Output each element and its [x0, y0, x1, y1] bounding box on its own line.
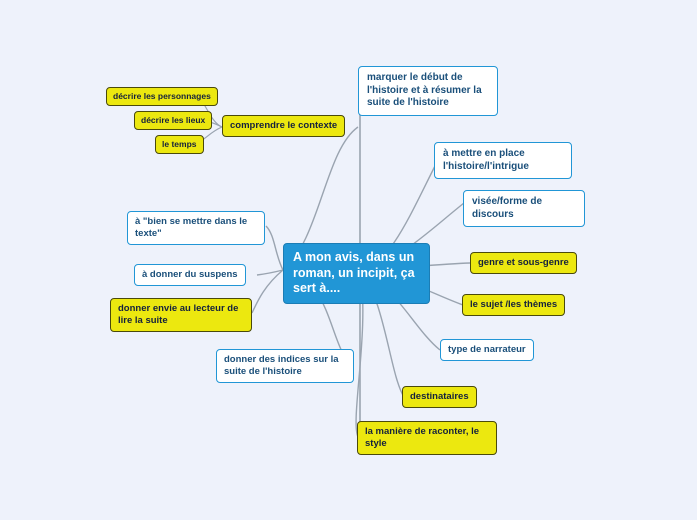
node-mettre-en-place[interactable]: à mettre en place l'histoire/l'intrigue	[434, 142, 572, 179]
node-donner-des-indices[interactable]: donner des indices sur la suite de l'histoire	[216, 349, 354, 383]
node-decrire-les-personnages[interactable]: décrire les personnages	[106, 87, 218, 106]
node-maniere-de-raconter[interactable]: la manière de raconter, le style	[357, 421, 497, 455]
node-marquer-le-debut[interactable]: marquer le début de l'histoire et à résumer la suite de l'histoire	[358, 66, 498, 116]
link-n11	[257, 270, 283, 275]
node-donner-envie[interactable]: donner envie au lecteur de lire la suite	[110, 298, 252, 332]
node-bien-se-mettre-dans-le-texte[interactable]: à "bien se mettre dans le texte"	[127, 211, 265, 245]
node-genre-et-sous-genre[interactable]: genre et sous-genre	[470, 252, 577, 274]
node-le-temps[interactable]: le temps	[155, 135, 204, 154]
node-decrire-les-lieux[interactable]: décrire les lieux	[134, 111, 212, 130]
node-sujet-themes[interactable]: le sujet /les thèmes	[462, 294, 565, 316]
link-n12	[266, 226, 283, 270]
node-visee-forme-discours[interactable]: visée/forme de discours	[463, 190, 585, 227]
node-donner-du-suspens[interactable]: à donner du suspens	[134, 264, 246, 286]
link-n10	[252, 270, 283, 313]
central-node[interactable]: A mon avis, dans un roman, un incipit, ça sert à....	[283, 243, 430, 304]
node-type-de-narrateur[interactable]: type de narrateur	[440, 339, 534, 361]
node-destinataires[interactable]: destinataires	[402, 386, 477, 408]
node-comprendre-le-contexte[interactable]: comprendre le contexte	[222, 115, 345, 137]
